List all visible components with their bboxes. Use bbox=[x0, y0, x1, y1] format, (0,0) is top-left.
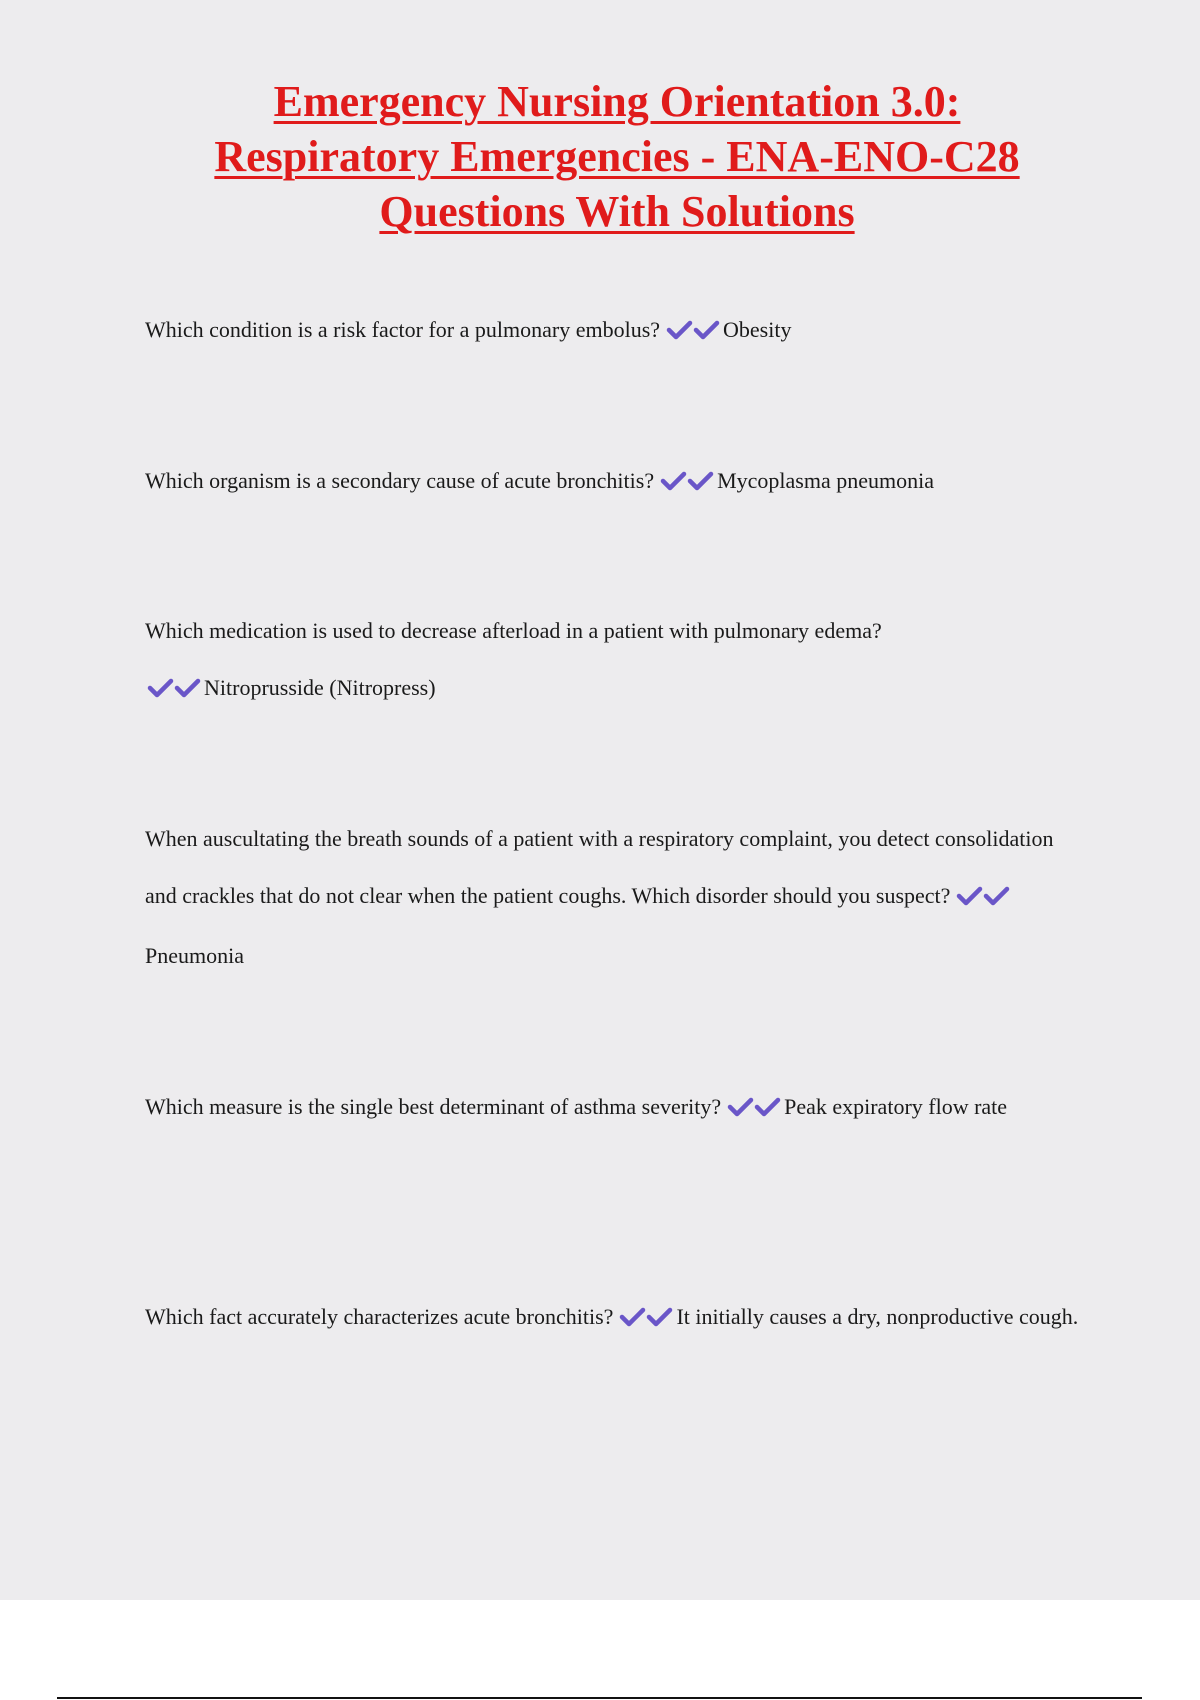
qa-item-6 bbox=[145, 1288, 1085, 1348]
qa-item-2 bbox=[145, 452, 1085, 512]
double-check-icon bbox=[619, 1291, 673, 1348]
question-text: When auscultating the breath sounds of a patient with a respiratory complaint, you detect consolidation and crackles that do not clear when the patient coughs. Which disorder should you suspect? bbox=[145, 826, 1054, 908]
qa-item-4 bbox=[145, 810, 1085, 984]
answer-text: Obesity bbox=[723, 317, 792, 342]
title-line-3: Questions With Solutions bbox=[379, 187, 855, 236]
title-line-2: Respiratory Emergencies - ENA-ENO-C28 bbox=[214, 132, 1020, 181]
double-check-icon bbox=[727, 1081, 781, 1138]
answer-text: Pneumonia bbox=[145, 943, 244, 968]
answer-text: Peak expiratory flow rate bbox=[784, 1094, 1008, 1119]
answer-text: Mycoplasma pneumonia bbox=[717, 468, 934, 493]
question-text: Which condition is a risk factor for a pulmonary embolus? bbox=[145, 317, 661, 342]
qa-item-5 bbox=[145, 1078, 1085, 1138]
question-text: Which measure is the single best determinant of asthma severity? bbox=[145, 1094, 722, 1119]
double-check-icon bbox=[147, 662, 201, 719]
title-line-1: Emergency Nursing Orientation 3.0: bbox=[273, 77, 961, 126]
question-text: Which medication is used to decrease afterload in a patient with pulmonary edema? bbox=[145, 618, 882, 643]
question-text: Which fact accurately characterizes acute bronchitis? bbox=[145, 1304, 614, 1329]
document-title bbox=[120, 74, 1114, 239]
qa-item-3 bbox=[145, 602, 1085, 719]
double-check-icon bbox=[956, 870, 1010, 927]
answer-text: It initially causes a dry, nonproductive cough. bbox=[676, 1304, 1079, 1329]
question-text: Which organism is a secondary cause of acute bronchitis? bbox=[145, 468, 655, 493]
double-check-icon bbox=[660, 455, 714, 512]
qa-item-1 bbox=[145, 301, 1085, 361]
answer-text: Nitroprusside (Nitropress) bbox=[204, 675, 436, 700]
footer-rule bbox=[57, 1697, 1142, 1699]
double-check-icon bbox=[666, 304, 720, 361]
